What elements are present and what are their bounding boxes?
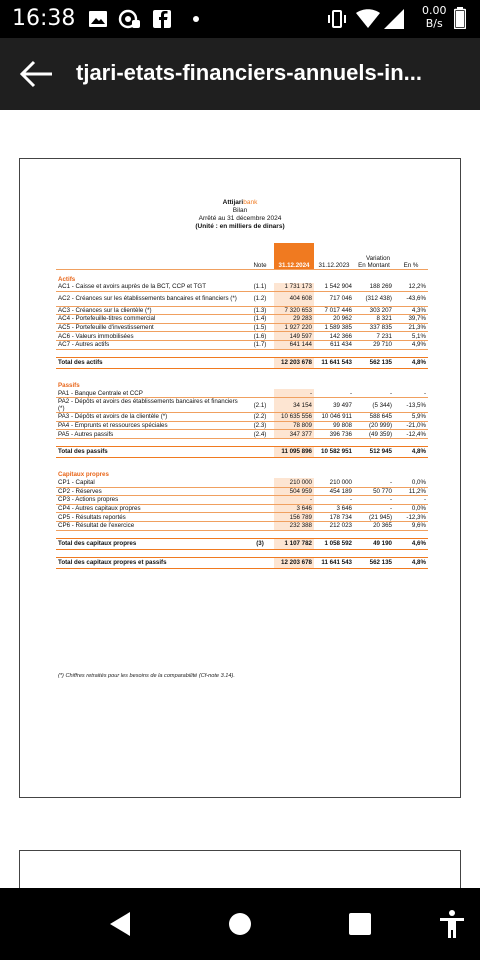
variation-amount: - (354, 478, 394, 487)
signal-icon (384, 9, 404, 29)
row-note (246, 389, 274, 398)
section-title: Passifs (58, 382, 80, 390)
variation-pct: 4,9% (394, 340, 428, 349)
wifi-icon (356, 9, 380, 29)
value-2023: 99 808 (314, 421, 354, 430)
balance-sheet-table (56, 243, 428, 569)
variation-amount: (21 945) (354, 513, 394, 522)
variation-pct: 4,3% (394, 306, 428, 315)
navigation-bar (0, 888, 480, 960)
value-2023: 10 046 911 (314, 413, 354, 422)
table-row (56, 332, 428, 341)
variation-pct: -21,0% (394, 421, 428, 430)
variation-pct: -12,3% (394, 513, 428, 522)
value-2023: 3 646 (314, 504, 354, 513)
value-2024: - (274, 389, 314, 398)
bank-name-part1: Attijari (222, 199, 244, 206)
row-label: Total des passifs (56, 446, 246, 457)
value-2024: 232 388 (274, 521, 314, 530)
variation-amount: (312 438) (354, 291, 394, 306)
header-en-pct: En % (394, 243, 428, 269)
variation-amount: 512 945 (354, 446, 394, 457)
variation-pct: 9,6% (394, 521, 428, 530)
row-note: (1.1) (246, 283, 274, 292)
spacer-row (56, 368, 428, 376)
nav-back-icon[interactable] (104, 908, 136, 940)
table-row (56, 513, 428, 522)
row-note: (3) (246, 538, 274, 549)
row-label: CP5 - Résultats reportés (56, 513, 246, 522)
spacer-cell (56, 438, 428, 446)
row-label: AC1 - Caisse et avoirs auprès de la BCT, CCP et TGT (56, 283, 246, 292)
date-line: Arrêté au 31 décembre 2024 (198, 215, 282, 222)
variation-amount: (20 999) (354, 421, 394, 430)
row-label: PA2 - Dépôts et avoirs des établissements bancaires et financiers (*) (56, 398, 246, 413)
header-note: Note (246, 243, 274, 269)
variation-amount: 8 321 (354, 315, 394, 324)
row-label: Total des capitaux propres et passifs (56, 557, 246, 568)
variation-amount: 303 207 (354, 306, 394, 315)
row-note: (2.4) (246, 430, 274, 439)
value-2024: - (274, 496, 314, 505)
variation-pct: 4,8% (394, 446, 428, 457)
value-2024: 1 731 173 (274, 283, 314, 292)
table-row (56, 421, 428, 430)
table-row (56, 340, 428, 349)
value-2023: 717 046 (314, 291, 354, 306)
row-note: (2.1) (246, 398, 274, 413)
section-header-passifs (56, 376, 428, 389)
variation-pct: 12,2% (394, 283, 428, 292)
row-note: (2.3) (246, 421, 274, 430)
row-label: PA3 - Dépôts et avoirs de la clientèle (*) (56, 413, 246, 422)
variation-pct: 11,2% (394, 487, 428, 496)
variation-amount: 7 231 (354, 332, 394, 341)
row-note: (1.3) (246, 306, 274, 315)
header-2024: 31.12.2024 (274, 243, 314, 269)
value-2024: 12 203 678 (274, 557, 314, 568)
variation-amount: 588 645 (354, 413, 394, 422)
row-note (246, 446, 274, 457)
row-label: CP1 - Capital (56, 478, 246, 487)
row-label: PA1 - Banque Centrale et CCP (56, 389, 246, 398)
section-title: Capitaux propres (58, 471, 109, 479)
value-2024: 404 608 (274, 291, 314, 306)
total-row (56, 538, 428, 549)
variation-amount: (5 344) (354, 398, 394, 413)
table-row (56, 389, 428, 398)
table-row (56, 291, 428, 306)
nav-home-icon[interactable] (224, 908, 256, 940)
variation-amount: - (354, 496, 394, 505)
value-2024: 641 144 (274, 340, 314, 349)
spacer-row (56, 549, 428, 557)
variation-pct: -12,4% (394, 430, 428, 439)
variation-pct: 5,9% (394, 413, 428, 422)
unit-line: (Unité : en milliers de dinars) (195, 223, 285, 230)
variation-amount: 29 710 (354, 340, 394, 349)
row-label: Total des capitaux propres (56, 538, 246, 549)
spacer-cell (56, 530, 428, 538)
notification-dot-icon (193, 16, 199, 22)
variation-pct: 39,7% (394, 315, 428, 324)
variation-amount: 188 269 (354, 283, 394, 292)
row-label: AC2 - Créances sur les établissements bancaires et financiers (*) (56, 291, 246, 306)
document-title: tjari-etats-financiers-annuels-in... (76, 60, 422, 85)
row-label: CP2 - Réserves (56, 487, 246, 496)
value-2023: 396 736 (314, 430, 354, 439)
table-row (56, 315, 428, 324)
row-label: AC5 - Portefeuille d'investissement (56, 323, 246, 332)
spacer-cell (56, 349, 428, 357)
value-2023: 20 962 (314, 315, 354, 324)
row-note: (1.7) (246, 340, 274, 349)
value-2024: 210 000 (274, 478, 314, 487)
header-variation-amount (354, 243, 394, 269)
bank-name-part2: bank (243, 199, 258, 206)
pdf-viewer[interactable] (0, 110, 480, 888)
table-row (56, 521, 428, 530)
value-2024: 29 283 (274, 315, 314, 324)
variation-pct: 4,6% (394, 538, 428, 549)
network-speed-unit: B/s (425, 17, 443, 30)
variation-pct: 0,0% (394, 504, 428, 513)
value-2024: 78 809 (274, 421, 314, 430)
variation-amount: 20 365 (354, 521, 394, 530)
facebook-icon (152, 9, 172, 29)
header-en-montant: En Montant (358, 261, 390, 269)
variation-pct: 21,3% (394, 323, 428, 332)
variation-amount: (49 359) (354, 430, 394, 439)
app-bar (0, 38, 480, 110)
variation-amount: 562 135 (354, 357, 394, 368)
table-row (56, 496, 428, 505)
spacer-row (56, 438, 428, 446)
accessibility-icon[interactable] (436, 908, 468, 940)
row-note: (1.5) (246, 323, 274, 332)
variation-amount: - (354, 389, 394, 398)
row-label: PA5 - Autres passifs (56, 430, 246, 439)
section-header-capitaux (56, 465, 428, 478)
variation-pct: - (394, 496, 428, 505)
total-row (56, 357, 428, 368)
section-header-actifs (56, 269, 428, 283)
total-row (56, 557, 428, 568)
value-2023: 1 058 592 (314, 538, 354, 549)
value-2023: 142 366 (314, 332, 354, 341)
row-label: AC6 - Valeurs immobilisées (56, 332, 246, 341)
value-2023: - (314, 389, 354, 398)
header-variation: Variation (366, 254, 390, 262)
pdf-page (19, 158, 461, 798)
row-label: CP4 - Autres capitaux propres (56, 504, 246, 513)
spacer-cell (56, 457, 428, 465)
document-header (20, 199, 460, 231)
footnote: (*) Chiffres retraités pour les besoins de la comparabilité (Cf-note 3.14). (58, 673, 235, 679)
value-2024: 34 154 (274, 398, 314, 413)
value-2024: 12 203 678 (274, 357, 314, 368)
row-note (246, 357, 274, 368)
vibrate-icon (326, 9, 348, 29)
value-2023: 10 582 951 (314, 446, 354, 457)
variation-pct: 4,8% (394, 557, 428, 568)
variation-pct: 5,1% (394, 332, 428, 341)
row-note (246, 487, 274, 496)
variation-pct: -13,5% (394, 398, 428, 413)
value-2023: - (314, 496, 354, 505)
row-label: AC4 - Portefeuille-titres commercial (56, 315, 246, 324)
row-note (246, 496, 274, 505)
row-label: Total des actifs (56, 357, 246, 368)
value-2024: 347 377 (274, 430, 314, 439)
status-bar (0, 0, 480, 38)
row-note (246, 504, 274, 513)
pdf-page-next (19, 850, 461, 888)
table-row (56, 504, 428, 513)
battery-icon (454, 7, 466, 29)
variation-pct: 4,8% (394, 357, 428, 368)
row-label: CP3 - Actions propres (56, 496, 246, 505)
value-2023: 611 434 (314, 340, 354, 349)
variation-amount: - (354, 504, 394, 513)
variation-amount: 49 190 (354, 538, 394, 549)
spacer-row (56, 530, 428, 538)
value-2024: 1 107 782 (274, 538, 314, 549)
nav-recents-icon[interactable] (344, 908, 376, 940)
back-arrow-icon[interactable] (18, 58, 58, 90)
row-label: PA4 - Emprunts et ressources spéciales (56, 421, 246, 430)
row-label: AC3 - Créances sur la clientèle (*) (56, 306, 246, 315)
row-label: AC7 - Autres actifs (56, 340, 246, 349)
statement-title: Bilan (232, 207, 248, 214)
spacer-row (56, 457, 428, 465)
whatsapp-icon (118, 9, 140, 29)
table-row (56, 398, 428, 413)
row-label: CP6 - Résultat de l'exercice (56, 521, 246, 530)
total-row (56, 446, 428, 457)
row-note (246, 478, 274, 487)
row-note: (2.2) (246, 413, 274, 422)
variation-amount: 337 835 (354, 323, 394, 332)
value-2023: 454 189 (314, 487, 354, 496)
value-2023: 210 000 (314, 478, 354, 487)
table-row (56, 283, 428, 292)
table-row (56, 413, 428, 422)
row-note: (1.4) (246, 315, 274, 324)
spacer-row (56, 349, 428, 357)
value-2024: 7 320 653 (274, 306, 314, 315)
spacer-cell (56, 368, 428, 376)
value-2023: 11 641 543 (314, 557, 354, 568)
value-2024: 504 959 (274, 487, 314, 496)
table-row (56, 487, 428, 496)
value-2023: 39 497 (314, 398, 354, 413)
variation-pct: 0,0% (394, 478, 428, 487)
value-2023: 1 589 385 (314, 323, 354, 332)
row-note: (1.2) (246, 291, 274, 306)
table-row (56, 323, 428, 332)
network-speed-value: 0.00 (422, 4, 447, 17)
value-2023: 212 023 (314, 521, 354, 530)
value-2023: 178 734 (314, 513, 354, 522)
row-note (246, 513, 274, 522)
variation-pct: - (394, 389, 428, 398)
row-note (246, 557, 274, 568)
spacer-cell (56, 549, 428, 557)
table-row (56, 478, 428, 487)
row-note (246, 521, 274, 530)
value-2024: 149 597 (274, 332, 314, 341)
image-icon (88, 9, 108, 29)
table-row (56, 430, 428, 439)
value-2024: 1 927 220 (274, 323, 314, 332)
variation-pct: -43,6% (394, 291, 428, 306)
value-2023: 7 017 446 (314, 306, 354, 315)
row-note: (1.6) (246, 332, 274, 341)
header-2023: 31.12.2023 (314, 243, 354, 269)
table-row (56, 306, 428, 315)
value-2024: 10 635 556 (274, 413, 314, 422)
variation-amount: 50 770 (354, 487, 394, 496)
section-title: Actifs (58, 275, 76, 283)
table-header-row (56, 243, 428, 269)
bank-name (20, 199, 460, 207)
value-2024: 156 789 (274, 513, 314, 522)
value-2023: 1 542 904 (314, 283, 354, 292)
status-time: 16:38 (12, 6, 76, 31)
value-2023: 11 641 543 (314, 357, 354, 368)
network-speed (422, 4, 447, 30)
value-2024: 3 646 (274, 504, 314, 513)
value-2024: 11 095 896 (274, 446, 314, 457)
variation-amount: 562 135 (354, 557, 394, 568)
